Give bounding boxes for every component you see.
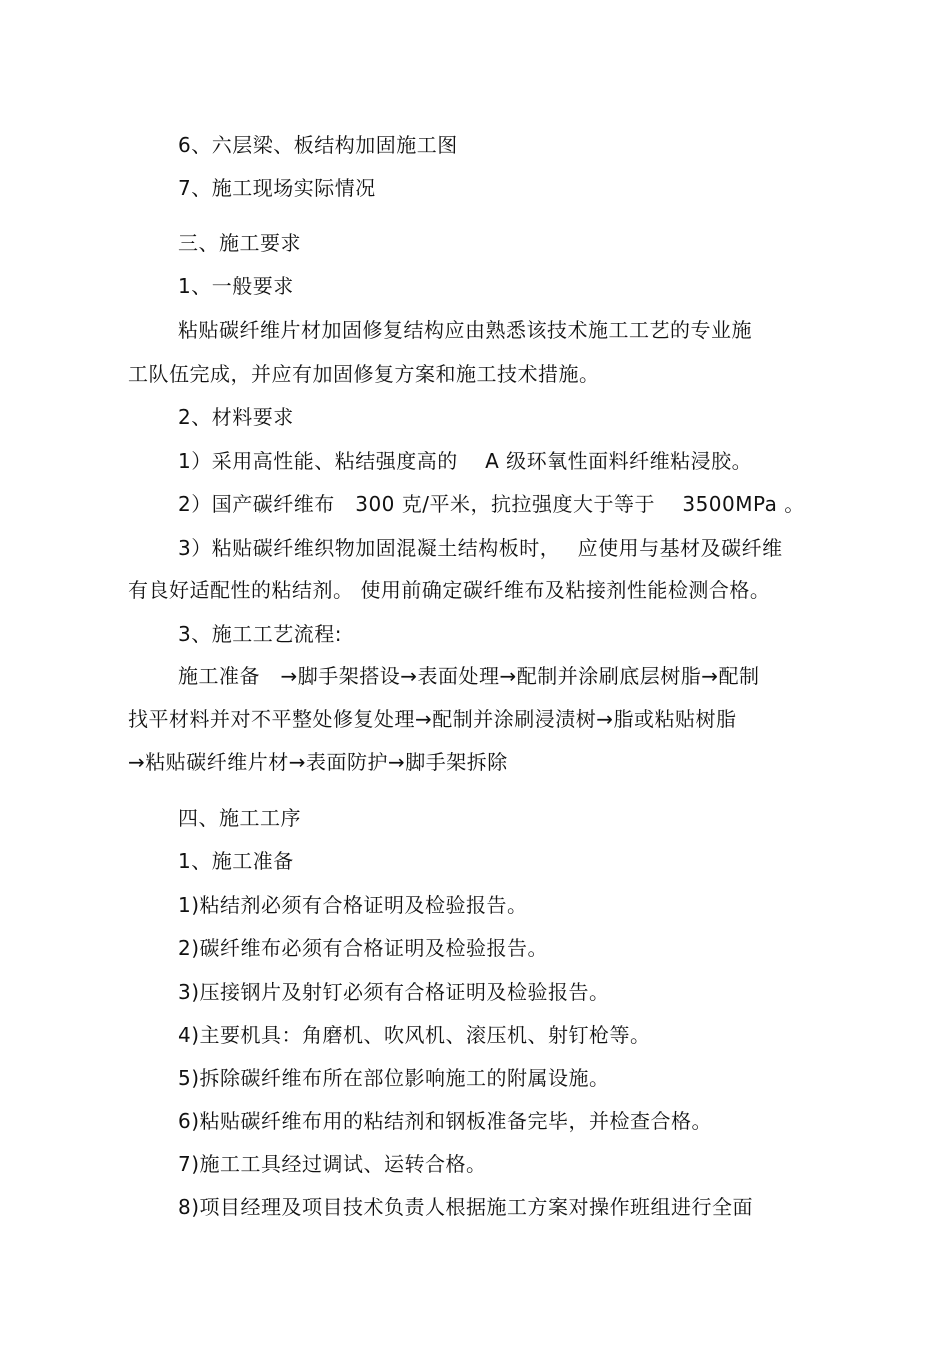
subsection-heading: 1、一般要求: [178, 274, 294, 298]
text-line: 找平材料并对不平整处修复处理→配制并涂刷浸渍树→脂或粘贴树脂: [128, 707, 737, 731]
list-item: 6)粘贴碳纤维布用的粘结剂和钢板准备完毕，并检查合格。: [178, 1109, 713, 1133]
text-line: 有良好适配性的粘结剂。 使用前确定碳纤维布及粘接剂性能检测合格。: [128, 578, 771, 602]
subsection-heading: 3、施工工艺流程:: [178, 622, 342, 646]
text-line: →粘贴碳纤维片材→表面防护→脚手架拆除: [128, 750, 508, 774]
text-line: 工队伍完成，并应有加固修复方案和施工技术措施。: [128, 362, 600, 386]
text-line: 1）采用高性能、粘结强度高的 A 级环氧性面料纤维粘浸胶。: [178, 449, 753, 473]
list-item: 4)主要机具：角磨机、吹风机、滚压机、射钉枪等。: [178, 1023, 651, 1047]
list-item: 1)粘结剂必须有合格证明及检验报告。: [178, 893, 528, 917]
subsection-heading: 1、施工准备: [178, 849, 294, 873]
text-line: 7、施工现场实际情况: [178, 176, 376, 200]
list-item: 5)拆除碳纤维布所在部位影响施工的附属设施。: [178, 1066, 610, 1090]
list-item: 8)项目经理及项目技术负责人根据施工方案对操作班组进行全面: [178, 1195, 754, 1219]
subsection-heading: 2、材料要求: [178, 405, 294, 429]
list-item: 3)压接钢片及射钉必须有合格证明及检验报告。: [178, 980, 610, 1004]
section-heading: 三、施工要求: [178, 231, 301, 255]
text-line: 2）国产碳纤维布 300 克/平米，抗拉强度大于等于 3500MPa 。: [178, 492, 805, 516]
section-heading: 四、施工工序: [178, 806, 301, 830]
text-line: 6、六层梁、板结构加固施工图: [178, 133, 458, 157]
list-item: 7)施工工具经过调试、运转合格。: [178, 1152, 487, 1176]
text-line: 施工准备 →脚手架搭设→表面处理→配制并涂刷底层树脂→配制: [178, 664, 760, 688]
text-line: 粘贴碳纤维片材加固修复结构应由熟悉该技术施工工艺的专业施: [178, 318, 752, 342]
list-item: 2)碳纤维布必须有合格证明及检验报告。: [178, 936, 549, 960]
text-line: 3）粘贴碳纤维织物加固混凝土结构板时， 应使用与基材及碳纤维: [178, 536, 783, 560]
